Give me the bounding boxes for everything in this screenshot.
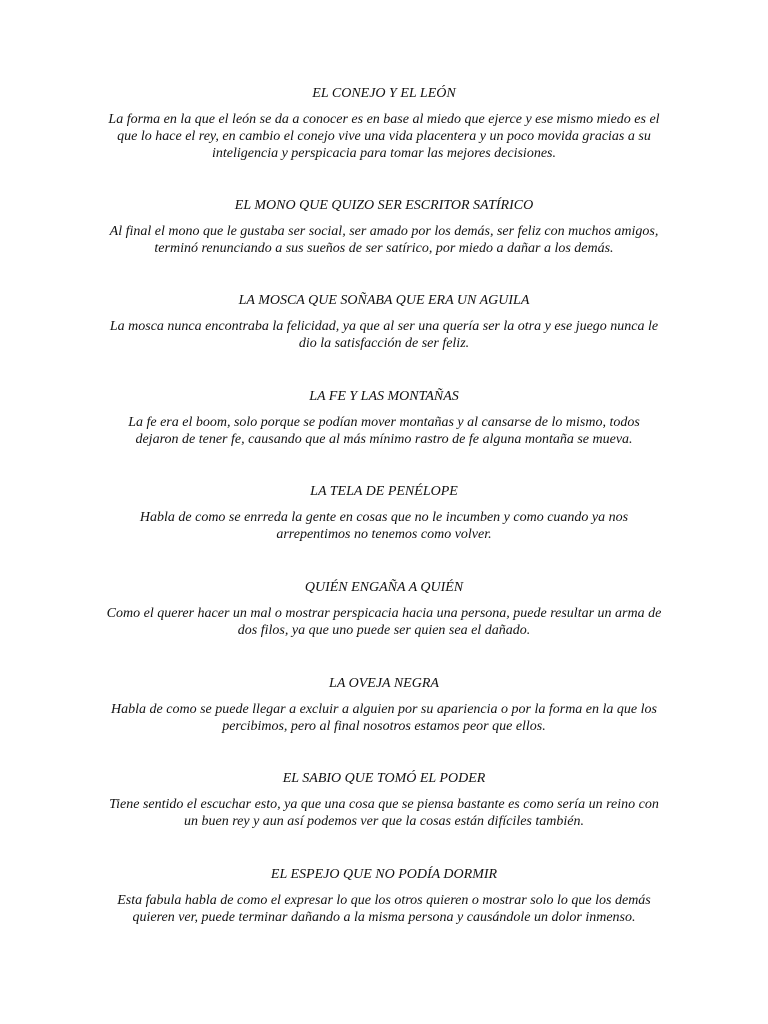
fable-title: LA TELA DE PENÉLOPE <box>310 484 458 499</box>
fable-section <box>106 197 662 257</box>
fable-section <box>106 770 662 830</box>
fable-summary: La forma en la que el león se da a conocer es en base al miedo que ejerce y ese mismo miedo es el que lo hace el rey, en cambio el conejo vive una vida placentera y un poco movida gracias a su inteligencia y perspicacia para tomar las mejores decisiones. <box>108 112 660 161</box>
fable-summary: La fe era el boom, solo porque se podían mover montañas y al cansarse de lo mismo, todos dejaron de tener fe, causando que al más mínimo rastro de fe alguna montaña se mueva. <box>128 415 640 447</box>
fable-section <box>106 675 662 735</box>
fable-section <box>106 866 662 926</box>
fable-section <box>106 483 662 543</box>
fable-title: LA FE Y LAS MONTAÑAS <box>309 389 459 404</box>
fable-section <box>106 388 662 448</box>
fable-title: LA OVEJA NEGRA <box>329 676 439 691</box>
fable-title: EL SABIO QUE TOMÓ EL PODER <box>282 771 486 786</box>
fable-section <box>106 579 662 639</box>
fable-title: EL CONEJO Y EL LEÓN <box>312 86 456 101</box>
fable-summary: Al final el mono que le gustaba ser social, ser amado por los demás, ser feliz con muchos amigos, terminó renunciando a sus sueños de ser satírico, por miedo a dañar a los demás. <box>109 224 659 256</box>
fable-summary: Esta fabula habla de como el expresar lo que los otros quieren o mostrar solo lo que los demás quieren ver, puede terminar dañando a la misma persona y causándole un dolor inmenso. <box>117 893 651 925</box>
fable-summary: La mosca nunca encontraba la felicidad, ya que al ser una quería ser la otra y ese juego nunca le dio la satisfacción de ser feliz. <box>109 319 659 351</box>
fable-title: QUIÉN ENGAÑA A QUIÉN <box>304 580 464 595</box>
fable-title: EL MONO QUE QUIZO SER ESCRITOR SATÍRICO <box>234 198 534 213</box>
fable-title: LA MOSCA QUE SOÑABA QUE ERA UN AGUILA <box>238 293 530 308</box>
fable-summary: Habla de como se enrreda la gente en cosas que no le incumben y como cuando ya nos arrepentimos no tenemos como volver. <box>139 510 629 542</box>
fable-summary: Tiene sentido el escuchar esto, ya que una cosa que se piensa bastante es como sería un reino con un buen rey y aun así podemos ver que la cosas están difíciles también. <box>109 797 659 829</box>
fable-section <box>106 85 662 162</box>
fable-section <box>106 292 662 352</box>
fable-summary: Como el querer hacer un mal o mostrar perspicacia hacia una persona, puede resultar un arma de dos filos, ya que uno puede ser quien sea el dañado. <box>106 606 662 638</box>
fable-title: EL ESPEJO QUE NO PODÍA DORMIR <box>270 867 498 882</box>
fable-summary: Habla de como se puede llegar a excluir a alguien por su apariencia o por la forma en la que los percibimos, pero al final nosotros estamos peor que ellos. <box>111 702 657 734</box>
